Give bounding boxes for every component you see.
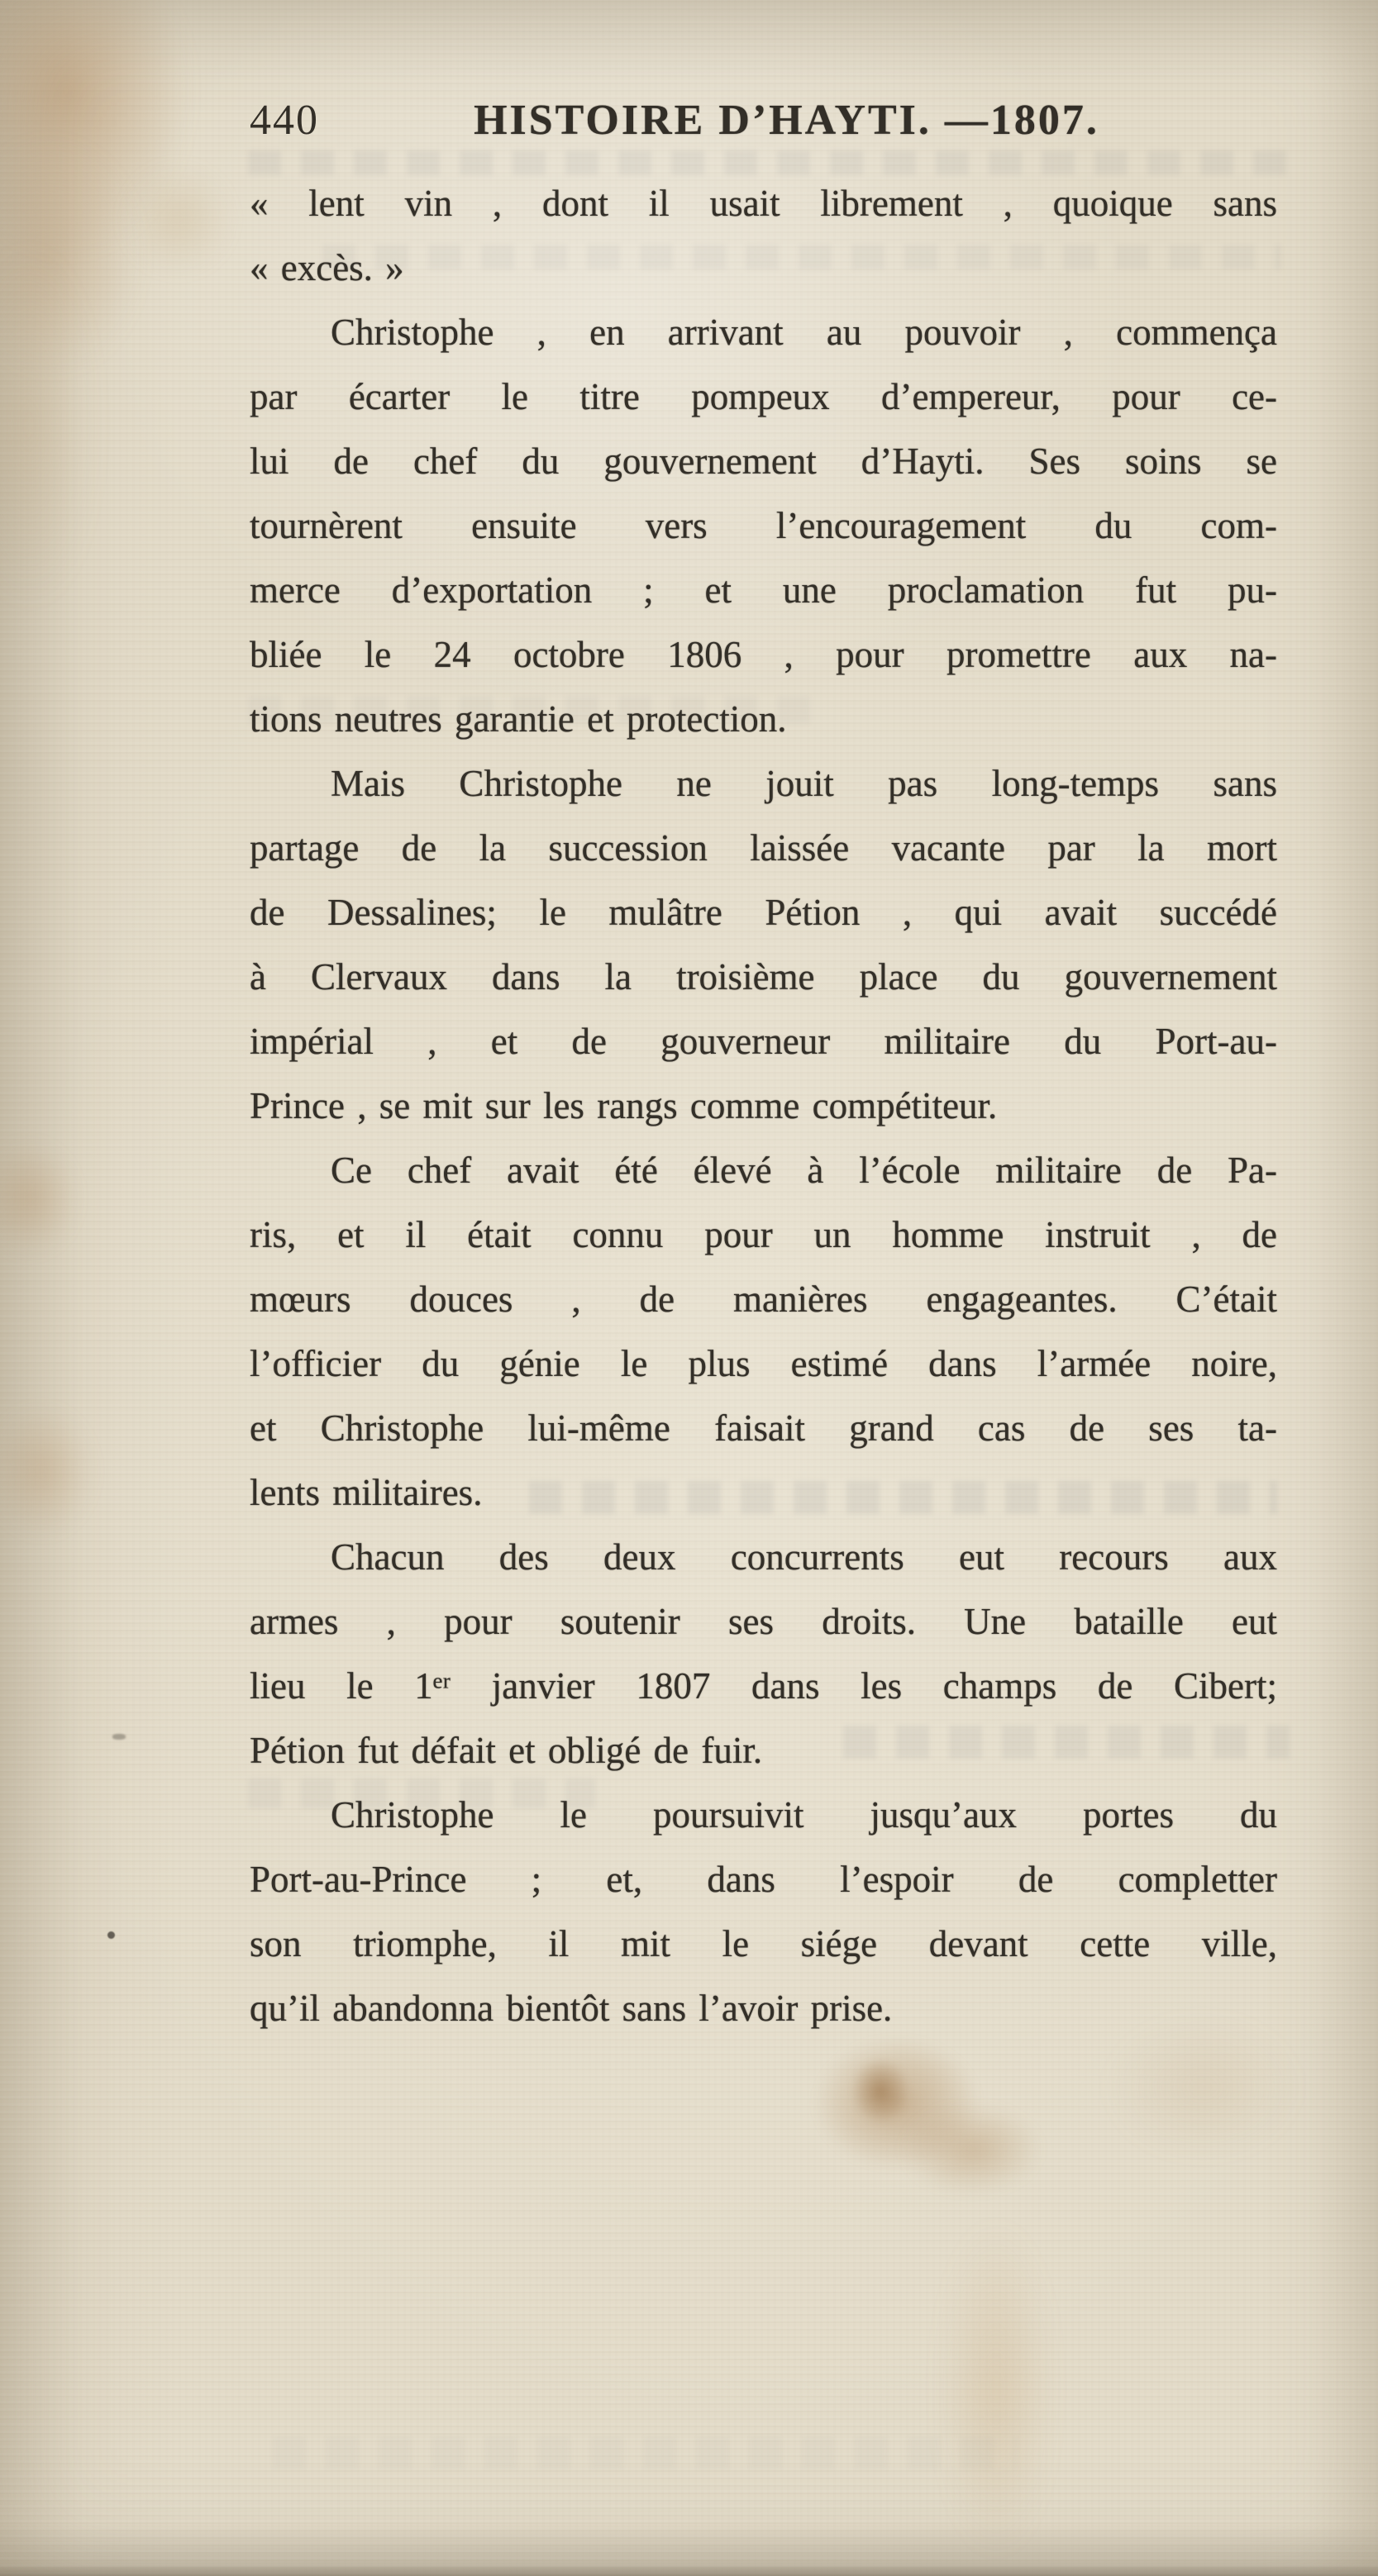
text-line: lents militaires.: [250, 1472, 483, 1513]
text-line: Prince , se mit sur les rangs comme compétiteur.: [250, 1085, 998, 1126]
text-line: Christophe le poursuivit jusqu’aux portes du: [331, 1794, 1277, 1836]
paper-stain: [942, 2223, 1050, 2554]
paper-stain: [0, 248, 91, 603]
text-line: bliée le 24 octobre 1806 , pour promettre aux na-: [250, 634, 1277, 675]
paragraph-petion-succession: [250, 751, 1277, 1138]
text-line: Ce chef avait été élevé à l’école militaire de Pa-: [331, 1150, 1277, 1191]
text-line: impérial , et de gouverneur militaire du Port-au-: [250, 1021, 1277, 1062]
text-line: qu’il abandonna bientôt sans l’avoir prise.: [250, 1988, 893, 2029]
running-title: HISTOIRE D’HAYTI. —1807.: [474, 97, 1099, 144]
paragraph-siege: [250, 1783, 1277, 2040]
text-line: l’officier du génie le plus estimé dans l’armée noire,: [250, 1343, 1277, 1384]
page-number: 440: [250, 97, 319, 144]
text-line: armes , pour soutenir ses droits. Une bataille eut: [250, 1601, 1277, 1642]
ink-speck: [107, 1931, 115, 1939]
paragraph-christophe-power: [250, 300, 1277, 751]
text-line: lieu le 1ᵉʳ janvier 1807 dans les champs de Cibert;: [250, 1665, 1277, 1707]
paper-stain: [124, 165, 231, 273]
text-line: Pétion fut défait et obligé de fuir.: [250, 1730, 763, 1771]
paper-stain: [0, 0, 190, 256]
paragraph-petion-education: [250, 1138, 1277, 1525]
paragraph-battle: [250, 1525, 1277, 1783]
text-line: de Dessalines; le mulâtre Pétion , qui avait succédé: [250, 892, 1277, 933]
paper-stain: [814, 2037, 980, 2169]
text-line: ris, et il était connu pour un homme instruit , de: [250, 1214, 1277, 1255]
text-block: [250, 171, 1277, 2040]
text-line: partage de la succession laissée vacante par la mort: [250, 827, 1277, 869]
text-line: lui de chef du gouvernement d’Hayti. Ses soins se: [250, 440, 1277, 482]
text-line: par écarter le titre pompeux d’empereur, pour ce-: [250, 376, 1277, 417]
paragraph-quote: [250, 171, 1277, 300]
text-line: merce d’exportation ; et une proclamation fut pu-: [250, 569, 1277, 611]
show-through-band: [273, 2436, 1017, 2469]
text-line: et Christophe lui-même faisait grand cas de ses ta-: [250, 1407, 1277, 1449]
paper-stain: [851, 2058, 909, 2124]
text-line: mœurs douces , de manières engageantes. C’était: [250, 1278, 1277, 1320]
text-line: Port-au-Prince ; et, dans l’espoir de completter: [250, 1859, 1277, 1900]
ink-speck: [112, 1734, 126, 1740]
paper-stain: [0, 1140, 79, 1256]
text-line: « excès. »: [250, 247, 404, 288]
text-line: Christophe , en arrivant au pouvoir , commença: [331, 312, 1277, 353]
text-line: tions neutres garantie et protection.: [250, 698, 787, 740]
paper-stain: [0, 1405, 95, 1537]
text-line: son triomphe, il mit le siége devant cette ville,: [250, 1923, 1277, 1964]
text-line: « lent vin , dont il usait librement , quoique sans: [250, 183, 1277, 224]
text-line: à Clervaux dans la troisième place du gouvernement: [250, 956, 1277, 998]
paper-stain: [901, 2103, 1042, 2194]
scan-edge-shadow: [0, 2564, 1378, 2576]
text-line: Chacun des deux concurrents eut recours aux: [331, 1536, 1277, 1578]
text-line: tournèrent ensuite vers l’encouragement du com-: [250, 505, 1277, 546]
paper-stain: [0, 140, 141, 372]
text-line: Mais Christophe ne jouit pas long-temps sans: [331, 763, 1277, 804]
page-header: [250, 97, 1277, 145]
